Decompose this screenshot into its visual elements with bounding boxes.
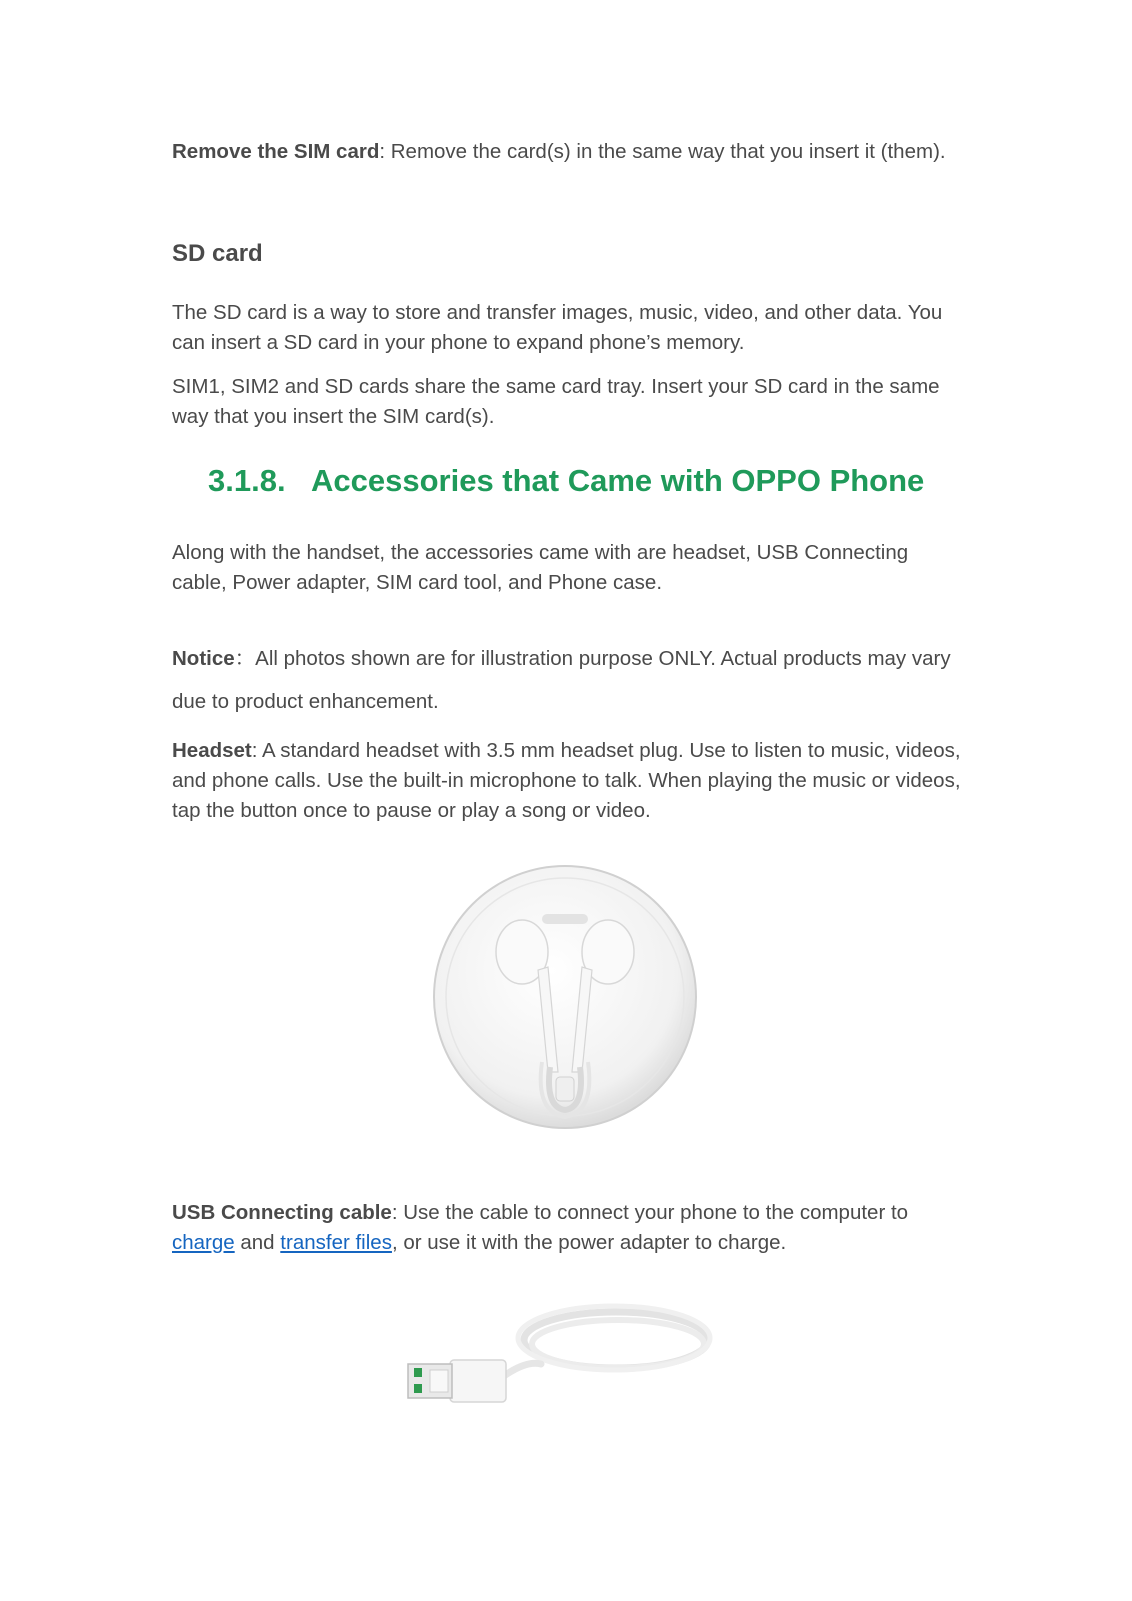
sd-card-heading: SD card: [172, 240, 263, 267]
remove-sim-paragraph: [172, 137, 962, 167]
headset-image: [430, 862, 700, 1132]
remove-sim-text: : Remove the card(s) in the same way that you insert it (them).: [379, 140, 946, 163]
intro-paragraph: Along with the handset, the accessories came with are headset, USB Connecting cable, Power adapter, SIM card tool, and Phone case.: [172, 541, 909, 594]
headset-paragraph: [172, 736, 962, 826]
notice-label: Notice: [172, 647, 235, 670]
usb-text-1: : Use the cable to connect your phone to the computer to: [391, 1201, 909, 1224]
section-title: Accessories that Came with OPPO Phone: [311, 463, 925, 498]
usb-cable-image: [406, 1298, 716, 1428]
sd-card-paragraph-2: SIM1, SIM2 and SD cards share the same card tray. Insert your SD card in the same way that you insert the SIM card(s).: [172, 375, 940, 428]
sd-card-paragraph-1: The SD card is a way to store and transfer images, music, video, and other data. You can insert a SD card in your phone to expand phone’s memory.: [172, 301, 943, 354]
transfer-files-link[interactable]: transfer files: [280, 1231, 392, 1254]
usb-text-2: , or use it with the power adapter to charge.: [391, 1231, 787, 1254]
section-heading: [208, 463, 998, 499]
headset-label: Headset: [172, 739, 252, 762]
usb-label: USB Connecting cable: [172, 1201, 392, 1224]
charge-link[interactable]: charge: [172, 1231, 235, 1254]
notice-text: ：All photos shown are for illustration purpose ONLY. Actual products may vary due to product enhancement.: [172, 647, 951, 713]
usb-paragraph: [172, 1198, 962, 1258]
remove-sim-label: Remove the SIM card: [172, 140, 380, 163]
headset-text: : A standard headset with 3.5 mm headset plug. Use to listen to music, videos, and phone calls. Use the built-in microphone to talk. When playing the music or videos, tap the button once to pause or play a song or video.: [172, 739, 961, 822]
notice-paragraph: [172, 637, 962, 723]
section-number: 3.1.8.: [208, 463, 286, 498]
usb-and-text: and: [234, 1231, 281, 1254]
